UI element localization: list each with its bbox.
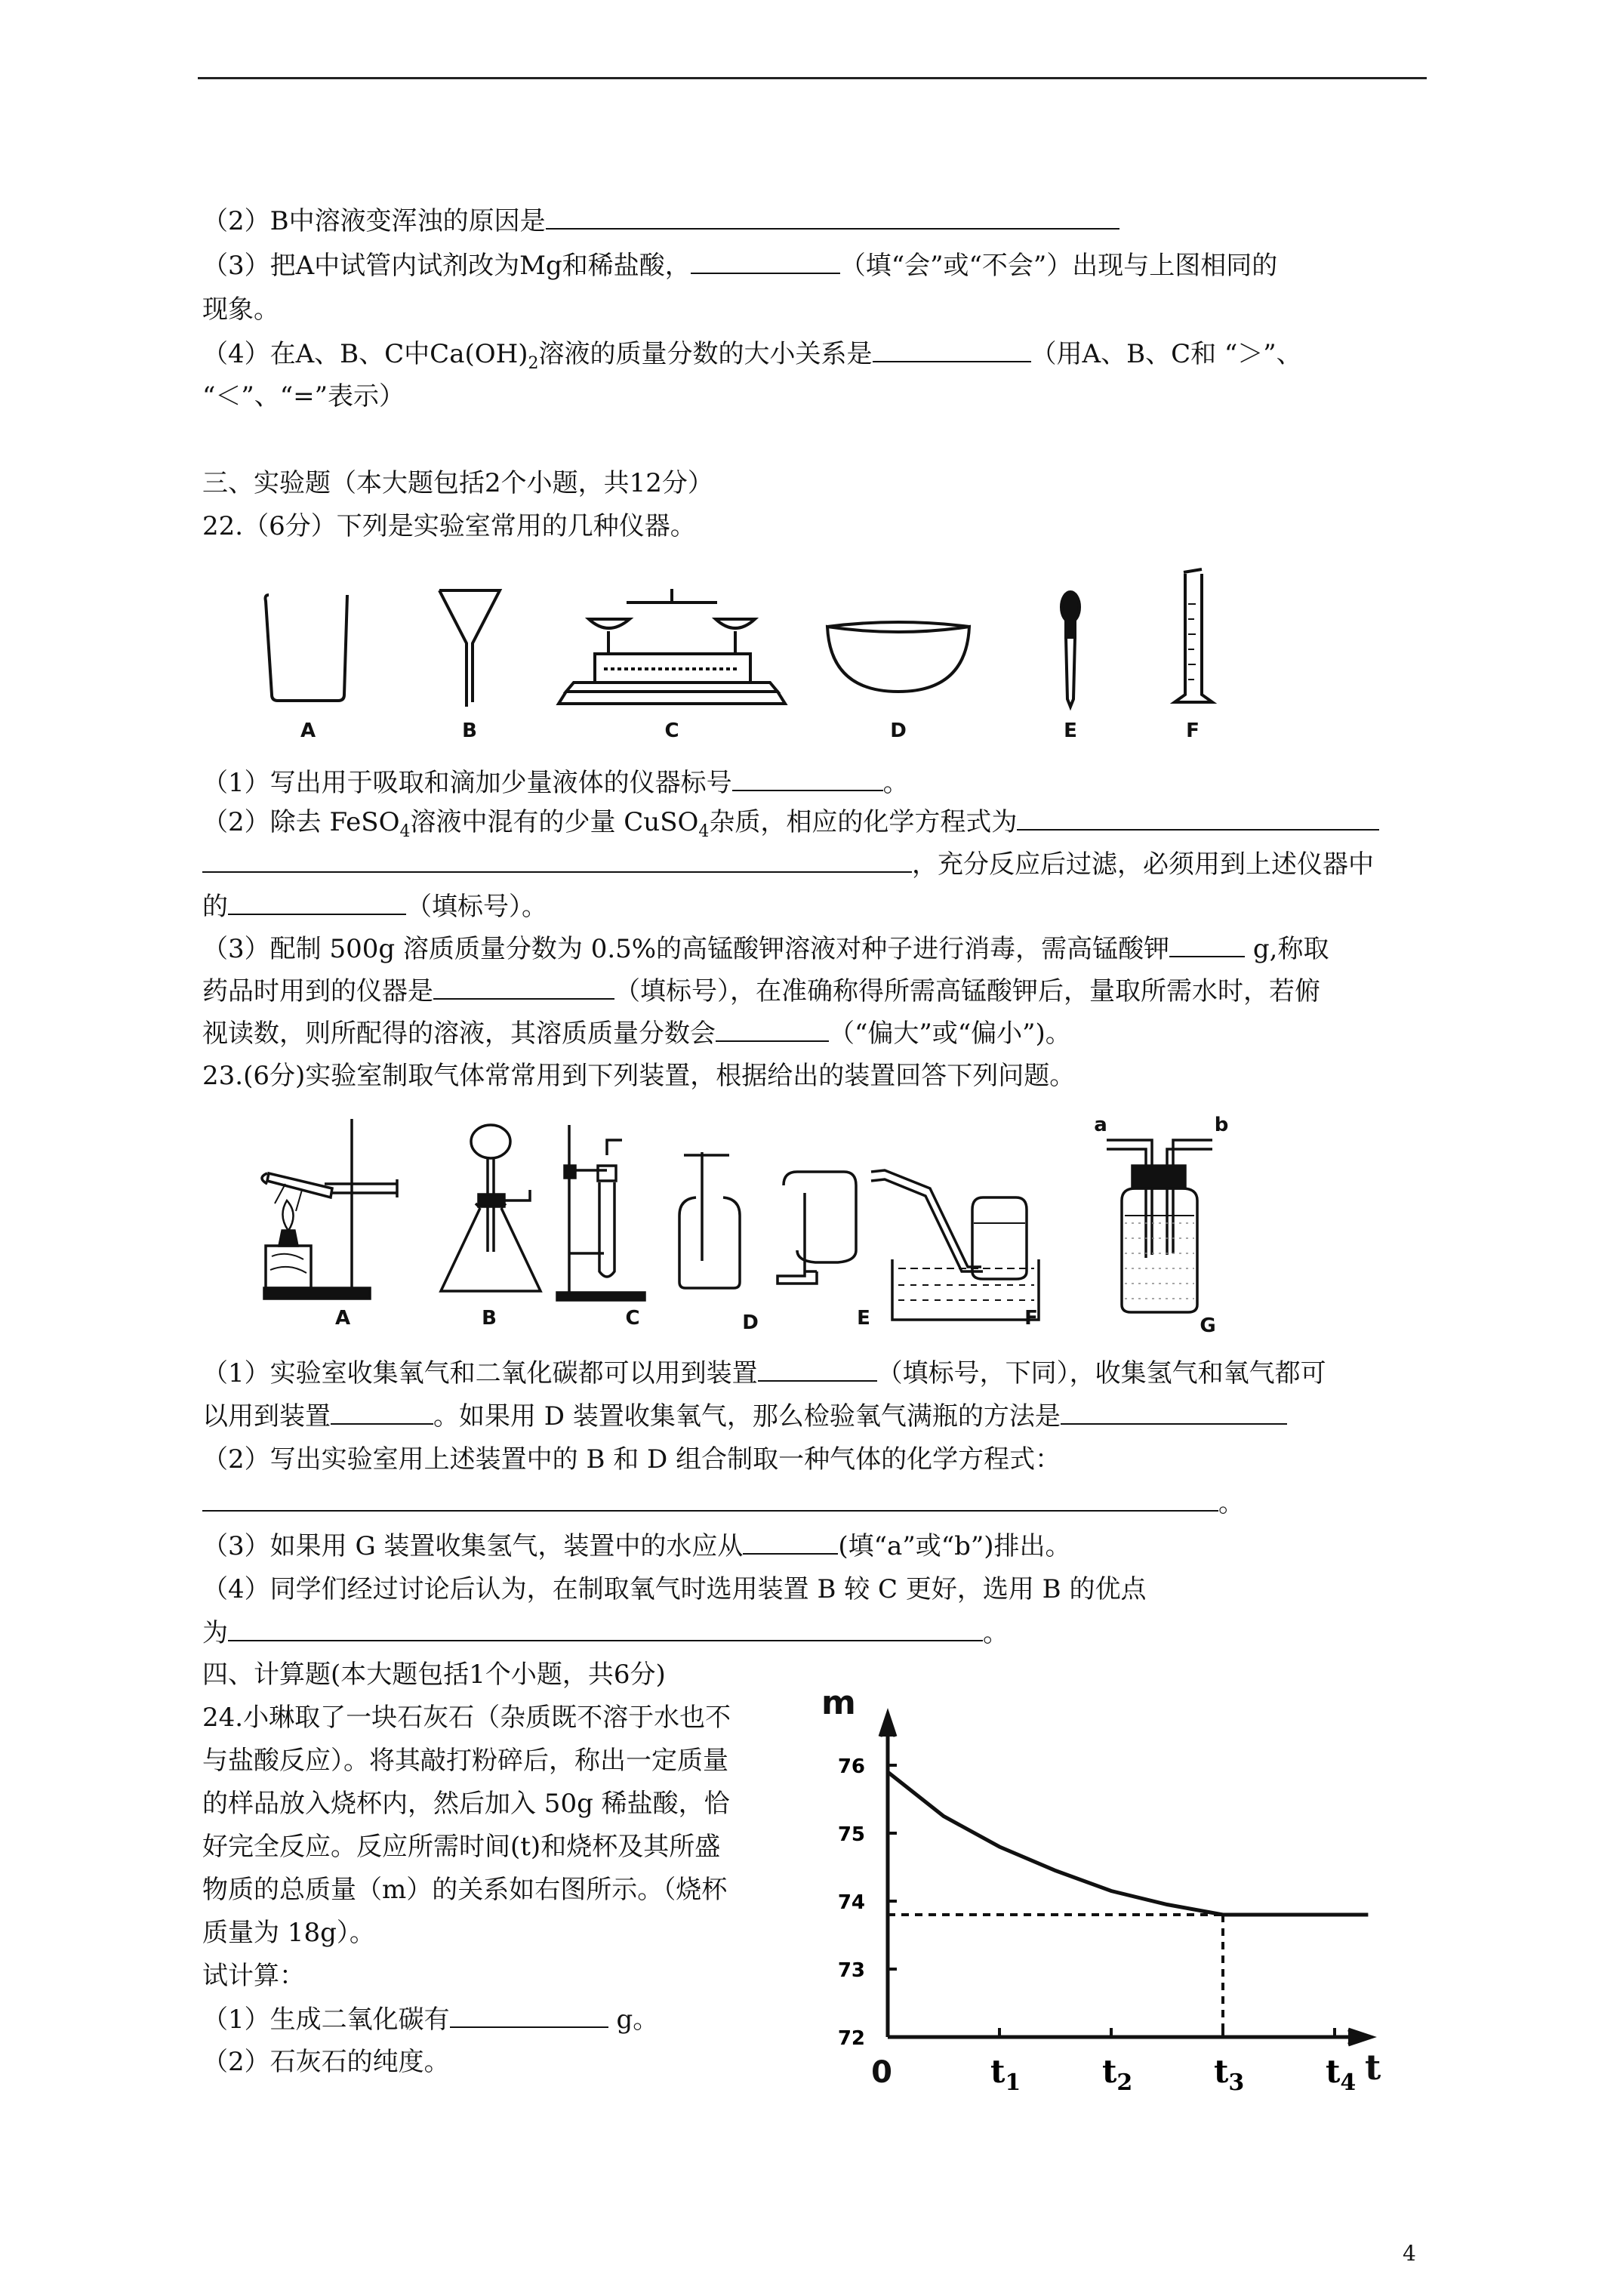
q23-intro: 23.(6分)实验室制取气体常常用到下列装置，根据给出的装置回答下列问题。 — [202, 1061, 1076, 1091]
y-axis-label: m — [821, 1684, 856, 1722]
label-b: B — [482, 1307, 497, 1330]
dish-rim — [827, 622, 969, 627]
answer-blank[interactable] — [732, 767, 883, 791]
q24-line: 的样品放入烧杯内，然后加入 50g 稀盐酸，恰 — [202, 1789, 730, 1819]
label-b: B — [462, 720, 477, 742]
test-tube-stand-icon — [557, 1125, 645, 1300]
x-axis-arrow — [1348, 2029, 1371, 2045]
label-g: G — [1200, 1314, 1216, 1336]
answer-blank[interactable] — [202, 1487, 1218, 1512]
answer-blank[interactable] — [433, 975, 614, 1000]
water-trough-icon — [871, 1170, 1039, 1320]
q21-part4: （4）在A、B、C中$Ca(OH)_2$溶液的质量分数的大小关系是 （用A、B、C和 “＞”、 — [202, 339, 1302, 373]
answer-blank[interactable] — [546, 205, 1119, 230]
mass-curve — [888, 1772, 1368, 1915]
funnel-icon — [439, 590, 500, 707]
y-axis-arrow — [880, 1714, 895, 1737]
label-e: E — [1064, 720, 1077, 742]
q23-part3: （3）如果用 G 装置收集氢气，装置中的水应从 (填“a”或“b”)排出。 — [202, 1531, 1071, 1561]
label-a: A — [300, 720, 316, 742]
conical-flask-icon — [441, 1125, 540, 1291]
evaporating-dish-icon — [827, 627, 969, 692]
q24-line: 质量为 18g）。 — [202, 1918, 375, 1948]
answer-blank[interactable] — [331, 1401, 433, 1425]
answer-blank[interactable] — [450, 2004, 608, 2028]
answer-blank[interactable] — [873, 338, 1031, 362]
answer-blank[interactable] — [228, 1617, 983, 1641]
q22-part3-cont2: 视读数，则所配得的溶液，其溶质质量分数会 （“偏大”或“偏小”)。 — [202, 1019, 1071, 1049]
apparatus-figure — [249, 1110, 1291, 1336]
answer-blank[interactable] — [1169, 933, 1245, 957]
answer-blank[interactable] — [758, 1358, 877, 1382]
q23-part1-cont: 以用到装置 。如果用 D 装置收集氧气，那么检验氧气满瓶的方法是 — [202, 1401, 1287, 1432]
q22-part2: （2）除去 FeSO$_4$溶液中混有的少量 CuSO$_4$杂质，相应的化学方程式为 — [202, 806, 1379, 847]
q22-intro: 22.（6分）下列是实验室常用的几种仪器。 — [202, 511, 696, 541]
answer-blank[interactable] — [716, 1018, 829, 1042]
balance-icon — [559, 589, 785, 704]
graduated-cylinder-icon — [1175, 569, 1212, 702]
section4-title: 四、计算题(本大题包括1个小题，共6分) — [202, 1660, 666, 1690]
label-c: C — [664, 720, 679, 742]
q21-part2: （2）B中溶液变浑浊的原因是 — [202, 205, 1119, 236]
x-tick-label-t1: $t_1$ — [990, 2053, 1021, 2096]
x-axis-label: t — [1365, 2047, 1381, 2088]
q24-line: 物质的总质量（m）的关系如右图所示。（烧杯 — [202, 1875, 728, 1905]
answer-blank[interactable] — [691, 250, 840, 274]
section3-title: 三、实验题（本大题包括2个小题，共12分） — [202, 468, 713, 498]
q24-line: 24.小琳取了一块石灰石（杂质既不溶于水也不 — [202, 1703, 731, 1733]
heating-apparatus-icon — [262, 1119, 397, 1299]
answer-blank[interactable] — [1061, 1401, 1287, 1425]
q24-line: 好完全反应。反应所需时间(t)和烧杯及其所盛 — [202, 1832, 721, 1862]
gas-bottle-upright-icon — [679, 1152, 740, 1288]
y-tick-label: 73 — [837, 1959, 865, 1982]
label-e: E — [857, 1307, 870, 1330]
q23-part4-cont: 为 。 — [202, 1618, 1009, 1648]
q24-part2: （2）石灰石的纯度。 — [202, 2047, 450, 2077]
page-number: 4 — [1403, 2241, 1416, 2266]
label-d: D — [890, 720, 907, 742]
answer-blank[interactable] — [1017, 806, 1379, 831]
q24-line: 试计算： — [202, 1961, 305, 1991]
label-f: F — [1186, 720, 1200, 742]
answer-blank[interactable] — [743, 1530, 838, 1555]
y-tick-label: 72 — [837, 2027, 865, 2050]
x-tick-label-t4: $t_4$ — [1326, 2053, 1357, 2096]
label-c: C — [625, 1307, 640, 1330]
q23-part2: （2）写出实验室用上述装置中的 B 和 D 组合制取一种气体的化学方程式： — [202, 1444, 1061, 1475]
q21-part3: （3）把A中试管内试剂改为Mg和稀盐酸， （填“会”或“不会”）出现与上图相同的 — [202, 251, 1278, 281]
label-f: F — [1024, 1307, 1038, 1330]
answer-blank[interactable] — [228, 891, 406, 915]
q22-part2-cont2: 的 （填标号）。 — [202, 892, 547, 922]
q22-part1: （1）写出用于吸取和滴加少量液体的仪器标号 。 — [202, 768, 909, 798]
port-b-label: b — [1214, 1114, 1229, 1136]
label-a: A — [334, 1307, 351, 1330]
y-tick-label: 74 — [837, 1891, 865, 1914]
q24-line: 与盐酸反应）。将其敲打粉碎后，称出一定质量 — [202, 1746, 728, 1776]
header-rule — [198, 77, 1427, 79]
label-d: D — [742, 1311, 759, 1334]
q22-part3-cont: 药品时用到的仪器是 （填标号），在准确称得所需高锰酸钾后，量取所需水时，若俯 — [202, 976, 1320, 1006]
x-tick-label-t3: $t_3$ — [1214, 2053, 1245, 2096]
instruments-figure — [242, 559, 1313, 747]
q23-part4: （4）同学们经过讨论后认为，在制取氧气时选用装置 B 较 C 更好，选用 B 的优点 — [202, 1574, 1147, 1604]
q23-part2-cont: 。 — [202, 1487, 1244, 1518]
port-a-label: a — [1094, 1114, 1107, 1136]
q21-part3-cont: 现象。 — [202, 294, 279, 325]
q24-part1: （1）生成二氧化碳有 g。 — [202, 2005, 659, 2035]
q22-part3: （3）配制 500g 溶质质量分数为 0.5%的高锰酸钾溶液对种子进行消毒，需高锰酸钾 g,称取 — [202, 934, 1329, 964]
gas-washing-bottle-icon — [1107, 1140, 1212, 1312]
y-tick-label: 75 — [837, 1823, 865, 1846]
y-tick-label: 76 — [837, 1755, 865, 1778]
q21-part4-cont: “＜”、“=”表示） — [202, 381, 405, 411]
q23-part1: （1）实验室收集氧气和二氧化碳都可以用到装置 （填标号，下同），收集氢气和氧气都可 — [202, 1358, 1326, 1388]
q22-part2-cont: ，充分反应后过滤，必须用到上述仪器中 — [202, 849, 1374, 880]
x-tick-label-t2: $t_2$ — [1102, 2053, 1133, 2096]
mass-time-chart — [815, 1684, 1404, 2106]
beaker-icon — [266, 595, 348, 701]
dropper-icon — [1061, 592, 1079, 707]
origin-label: 0 — [871, 2055, 892, 2090]
gas-bottle-inverted-icon — [778, 1172, 856, 1284]
answer-blank[interactable] — [202, 849, 912, 873]
